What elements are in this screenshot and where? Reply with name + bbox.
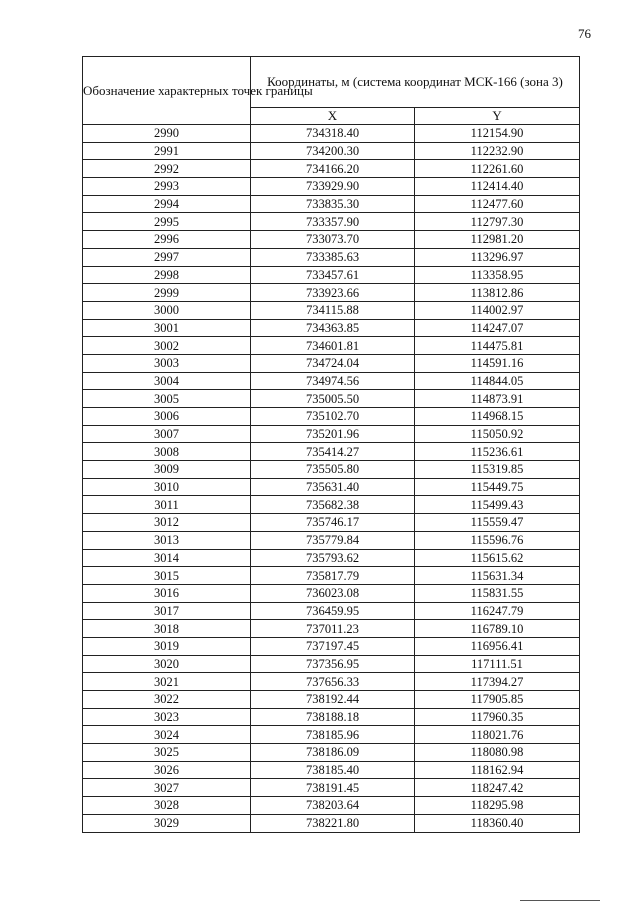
- table-row: [83, 408, 580, 426]
- point-id-cell: 2996: [83, 231, 251, 249]
- x-coordinate-cell: 735682.38: [251, 496, 415, 514]
- table-row: [83, 301, 580, 319]
- x-coordinate-cell: 738203.64: [251, 797, 415, 815]
- x-coordinate-cell: 737011.23: [251, 620, 415, 638]
- point-id-cell: 3009: [83, 461, 251, 479]
- x-coordinate-cell: 734200.30: [251, 142, 415, 160]
- point-id-cell: 3027: [83, 779, 251, 797]
- table-row: [83, 125, 580, 143]
- footer-divider: [520, 900, 600, 901]
- point-id-cell: 3005: [83, 390, 251, 408]
- x-coordinate-cell: 738185.96: [251, 726, 415, 744]
- y-coordinate-cell: 112981.20: [415, 231, 580, 249]
- y-coordinate-cell: 117394.27: [415, 673, 580, 691]
- point-id-cell: 3010: [83, 478, 251, 496]
- table-row: [83, 461, 580, 479]
- point-id-cell: 3022: [83, 691, 251, 709]
- table-row: [83, 496, 580, 514]
- point-id-cell: 2995: [83, 213, 251, 231]
- y-coordinate-cell: 115596.76: [415, 531, 580, 549]
- point-id-cell: 3006: [83, 408, 251, 426]
- point-id-cell: 3012: [83, 514, 251, 532]
- y-coordinate-cell: 113812.86: [415, 284, 580, 302]
- y-coordinate-cell: 118162.94: [415, 761, 580, 779]
- y-coordinate-cell: 117960.35: [415, 708, 580, 726]
- y-coordinate-cell: 112261.60: [415, 160, 580, 178]
- point-label-header: Обозначение характерных точек границы: [83, 57, 251, 125]
- table-row: [83, 708, 580, 726]
- x-coordinate-cell: 738192.44: [251, 691, 415, 709]
- y-coordinate-cell: 115449.75: [415, 478, 580, 496]
- x-coordinate-cell: 734974.56: [251, 372, 415, 390]
- x-coordinate-cell: 738221.80: [251, 814, 415, 832]
- table-row: [83, 425, 580, 443]
- x-column-header: X: [251, 108, 415, 125]
- point-id-cell: 3021: [83, 673, 251, 691]
- y-coordinate-cell: 112797.30: [415, 213, 580, 231]
- table-row: [83, 142, 580, 160]
- x-coordinate-cell: 735631.40: [251, 478, 415, 496]
- x-coordinate-cell: 735817.79: [251, 567, 415, 585]
- y-coordinate-cell: 118360.40: [415, 814, 580, 832]
- table-row: [83, 178, 580, 196]
- point-id-cell: 3014: [83, 549, 251, 567]
- table-body: [83, 125, 580, 833]
- table-row: [83, 195, 580, 213]
- table-row: [83, 691, 580, 709]
- point-id-cell: 3011: [83, 496, 251, 514]
- x-coordinate-cell: 736023.08: [251, 584, 415, 602]
- x-coordinate-cell: 734363.85: [251, 319, 415, 337]
- point-id-cell: 2994: [83, 195, 251, 213]
- point-id-cell: 2998: [83, 266, 251, 284]
- x-coordinate-cell: 738185.40: [251, 761, 415, 779]
- y-coordinate-cell: 118080.98: [415, 744, 580, 762]
- table-row: [83, 797, 580, 815]
- point-id-cell: 2991: [83, 142, 251, 160]
- page-number: 76: [578, 26, 591, 41]
- point-id-cell: 3029: [83, 814, 251, 832]
- point-id-cell: 3013: [83, 531, 251, 549]
- x-coordinate-cell: 738191.45: [251, 779, 415, 797]
- point-id-cell: 3001: [83, 319, 251, 337]
- point-id-cell: 3015: [83, 567, 251, 585]
- y-column-header: Y: [415, 108, 580, 125]
- table-row: [83, 637, 580, 655]
- point-id-cell: 3020: [83, 655, 251, 673]
- point-id-cell: 3016: [83, 584, 251, 602]
- y-coordinate-cell: 112477.60: [415, 195, 580, 213]
- table-row: [83, 478, 580, 496]
- y-coordinate-cell: 116247.79: [415, 602, 580, 620]
- x-coordinate-cell: 734115.88: [251, 301, 415, 319]
- x-coordinate-cell: 733357.90: [251, 213, 415, 231]
- y-coordinate-cell: 115559.47: [415, 514, 580, 532]
- point-id-cell: 3018: [83, 620, 251, 638]
- point-id-cell: 3002: [83, 337, 251, 355]
- y-coordinate-cell: 117905.85: [415, 691, 580, 709]
- table-row: [83, 761, 580, 779]
- point-id-cell: 3000: [83, 301, 251, 319]
- x-coordinate-cell: 733929.90: [251, 178, 415, 196]
- y-coordinate-cell: 118021.76: [415, 726, 580, 744]
- point-id-cell: 3024: [83, 726, 251, 744]
- x-coordinate-cell: 737197.45: [251, 637, 415, 655]
- x-coordinate-cell: 738188.18: [251, 708, 415, 726]
- y-coordinate-cell: 113296.97: [415, 248, 580, 266]
- y-coordinate-cell: 115499.43: [415, 496, 580, 514]
- point-id-cell: 3025: [83, 744, 251, 762]
- y-coordinate-cell: 118295.98: [415, 797, 580, 815]
- x-coordinate-cell: 734601.81: [251, 337, 415, 355]
- table-row: [83, 655, 580, 673]
- point-id-cell: 2999: [83, 284, 251, 302]
- table-row: [83, 514, 580, 532]
- table-row: [83, 443, 580, 461]
- table-row: [83, 319, 580, 337]
- y-coordinate-cell: 116956.41: [415, 637, 580, 655]
- y-coordinate-cell: 115631.34: [415, 567, 580, 585]
- y-coordinate-cell: 115319.85: [415, 461, 580, 479]
- table-row: [83, 567, 580, 585]
- point-id-cell: 3023: [83, 708, 251, 726]
- y-coordinate-cell: 112232.90: [415, 142, 580, 160]
- y-coordinate-cell: 115050.92: [415, 425, 580, 443]
- point-id-cell: 3003: [83, 354, 251, 372]
- x-coordinate-cell: 736459.95: [251, 602, 415, 620]
- y-coordinate-cell: 114247.07: [415, 319, 580, 337]
- y-coordinate-cell: 117111.51: [415, 655, 580, 673]
- coordinates-table: [82, 56, 580, 833]
- point-id-cell: 2992: [83, 160, 251, 178]
- y-coordinate-cell: 114591.16: [415, 354, 580, 372]
- x-coordinate-cell: 737656.33: [251, 673, 415, 691]
- y-coordinate-cell: 114844.05: [415, 372, 580, 390]
- x-coordinate-cell: 735414.27: [251, 443, 415, 461]
- y-coordinate-cell: 114002.97: [415, 301, 580, 319]
- x-coordinate-cell: 738186.09: [251, 744, 415, 762]
- y-coordinate-cell: 115615.62: [415, 549, 580, 567]
- x-coordinate-cell: 735505.80: [251, 461, 415, 479]
- x-coordinate-cell: 735201.96: [251, 425, 415, 443]
- x-coordinate-cell: 735793.62: [251, 549, 415, 567]
- y-coordinate-cell: 112414.40: [415, 178, 580, 196]
- table-row: [83, 726, 580, 744]
- x-coordinate-cell: 733835.30: [251, 195, 415, 213]
- x-coordinate-cell: 737356.95: [251, 655, 415, 673]
- point-id-cell: 2993: [83, 178, 251, 196]
- table-row: [83, 337, 580, 355]
- point-id-cell: 3028: [83, 797, 251, 815]
- table-row: [83, 620, 580, 638]
- y-coordinate-cell: 113358.95: [415, 266, 580, 284]
- table-row: [83, 213, 580, 231]
- table-row: [83, 372, 580, 390]
- y-coordinate-cell: 118247.42: [415, 779, 580, 797]
- x-coordinate-cell: 734724.04: [251, 354, 415, 372]
- point-id-cell: 3019: [83, 637, 251, 655]
- table-row: [83, 531, 580, 549]
- point-id-cell: 2997: [83, 248, 251, 266]
- table-row: [83, 284, 580, 302]
- table-row: [83, 160, 580, 178]
- x-coordinate-cell: 733385.63: [251, 248, 415, 266]
- table-row: [83, 584, 580, 602]
- point-id-cell: 3017: [83, 602, 251, 620]
- y-coordinate-cell: 115236.61: [415, 443, 580, 461]
- x-coordinate-cell: 733073.70: [251, 231, 415, 249]
- table-row: [83, 744, 580, 762]
- y-coordinate-cell: 114873.91: [415, 390, 580, 408]
- x-coordinate-cell: 734318.40: [251, 125, 415, 143]
- y-coordinate-cell: 114475.81: [415, 337, 580, 355]
- table-row: [83, 549, 580, 567]
- x-coordinate-cell: 734166.20: [251, 160, 415, 178]
- table-row: [83, 814, 580, 832]
- point-id-cell: 3008: [83, 443, 251, 461]
- x-coordinate-cell: 735102.70: [251, 408, 415, 426]
- point-id-cell: 3004: [83, 372, 251, 390]
- table-row: [83, 354, 580, 372]
- table-row: [83, 390, 580, 408]
- point-id-cell: 3007: [83, 425, 251, 443]
- table-row: [83, 779, 580, 797]
- y-coordinate-cell: 112154.90: [415, 125, 580, 143]
- y-coordinate-cell: 115831.55: [415, 584, 580, 602]
- coordinates-header: Координаты, м (система координат МСК-166 (зона 3): [251, 57, 580, 108]
- table-row: [83, 266, 580, 284]
- table-header: [83, 57, 580, 125]
- point-id-cell: 3026: [83, 761, 251, 779]
- x-coordinate-cell: 735005.50: [251, 390, 415, 408]
- x-coordinate-cell: 735779.84: [251, 531, 415, 549]
- point-id-cell: 2990: [83, 125, 251, 143]
- table-row: [83, 248, 580, 266]
- table-row: [83, 602, 580, 620]
- table-row: [83, 673, 580, 691]
- y-coordinate-cell: 114968.15: [415, 408, 580, 426]
- table-row: [83, 231, 580, 249]
- x-coordinate-cell: 735746.17: [251, 514, 415, 532]
- x-coordinate-cell: 733923.66: [251, 284, 415, 302]
- x-coordinate-cell: 733457.61: [251, 266, 415, 284]
- y-coordinate-cell: 116789.10: [415, 620, 580, 638]
